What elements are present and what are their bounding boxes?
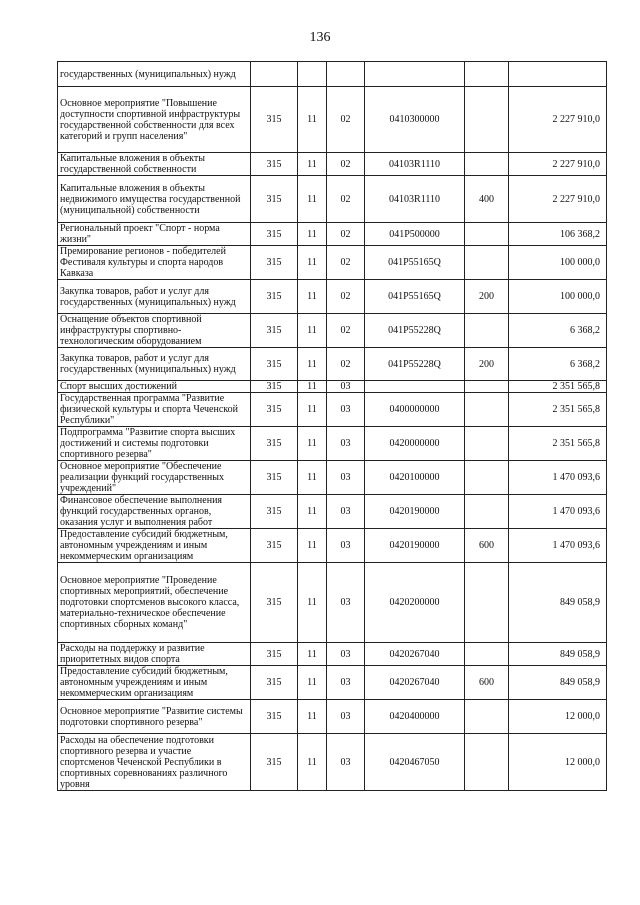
cell-sum: 100 000,0: [509, 280, 607, 314]
cell-pr: 02: [327, 246, 365, 280]
cell-ved: 315: [251, 393, 298, 427]
cell-vr: [465, 700, 509, 734]
table-row: [58, 563, 607, 643]
cell-ved: 315: [251, 176, 298, 223]
cell-name: Закупка товаров, работ и услуг для государственных (муниципальных) нужд: [58, 280, 251, 314]
cell-vr: [465, 734, 509, 791]
cell-name: Расходы на обеспечение подготовки спортивного резерва и участие спортсменов Чеченской Республики в спортивных соревнованиях различного уровня: [58, 734, 251, 791]
cell-name: Основное мероприятие "Развитие системы подготовки спортивного резерва": [58, 700, 251, 734]
cell-rz: 11: [298, 348, 327, 381]
cell-sum: 100 000,0: [509, 246, 607, 280]
cell-ved: 315: [251, 87, 298, 153]
cell-sum: 12 000,0: [509, 700, 607, 734]
cell-rz: [298, 62, 327, 87]
cell-rz: 11: [298, 734, 327, 791]
cell-ved: 315: [251, 563, 298, 643]
cell-sum: 6 368,2: [509, 348, 607, 381]
cell-ved: 315: [251, 461, 298, 495]
cell-csr: [365, 381, 465, 393]
cell-ved: 315: [251, 280, 298, 314]
cell-csr: 0420400000: [365, 700, 465, 734]
cell-csr: 0420190000: [365, 495, 465, 529]
cell-rz: 11: [298, 87, 327, 153]
cell-csr: 04103R1110: [365, 176, 465, 223]
cell-vr: 600: [465, 529, 509, 563]
cell-pr: 03: [327, 529, 365, 563]
cell-ved: 315: [251, 381, 298, 393]
cell-name: государственных (муниципальных) нужд: [58, 62, 251, 87]
cell-vr: [465, 427, 509, 461]
cell-ved: [251, 62, 298, 87]
cell-pr: 02: [327, 223, 365, 246]
cell-sum: 849 058,9: [509, 666, 607, 700]
cell-name: Оснащение объектов спортивной инфраструктуры спортивно-технологическим оборудованием: [58, 314, 251, 348]
cell-ved: 315: [251, 223, 298, 246]
cell-name: Капитальные вложения в объекты недвижимого имущества государственной (муниципальной) собственности: [58, 176, 251, 223]
cell-rz: 11: [298, 223, 327, 246]
cell-name: Капитальные вложения в объекты государственной собственности: [58, 153, 251, 176]
cell-rz: 11: [298, 176, 327, 223]
cell-pr: 02: [327, 153, 365, 176]
cell-csr: 041P500000: [365, 223, 465, 246]
cell-pr: 03: [327, 734, 365, 791]
cell-ved: 315: [251, 153, 298, 176]
table-body: [58, 62, 607, 791]
table-row: [58, 427, 607, 461]
cell-csr: 041P55165Q: [365, 280, 465, 314]
cell-vr: [465, 62, 509, 87]
cell-rz: 11: [298, 643, 327, 666]
cell-rz: 11: [298, 246, 327, 280]
cell-pr: 02: [327, 176, 365, 223]
cell-csr: 0420267040: [365, 643, 465, 666]
cell-name: Основное мероприятие "Проведение спортивных мероприятий, обеспечение подготовки спортсменов высокого класса, материально-техническое обеспечение спортивных сборных команд": [58, 563, 251, 643]
table-row: [58, 529, 607, 563]
cell-rz: 11: [298, 529, 327, 563]
cell-name: Расходы на поддержку и развитие приоритетных видов спорта: [58, 643, 251, 666]
cell-pr: 03: [327, 393, 365, 427]
cell-pr: 02: [327, 87, 365, 153]
cell-vr: 200: [465, 280, 509, 314]
cell-vr: [465, 563, 509, 643]
table-row: [58, 643, 607, 666]
cell-ved: 315: [251, 700, 298, 734]
cell-sum: 2 351 565,8: [509, 381, 607, 393]
cell-pr: 02: [327, 348, 365, 381]
cell-rz: 11: [298, 495, 327, 529]
cell-vr: [465, 314, 509, 348]
cell-ved: 315: [251, 314, 298, 348]
cell-csr: 041P55228Q: [365, 348, 465, 381]
cell-pr: 03: [327, 643, 365, 666]
cell-vr: [465, 246, 509, 280]
cell-pr: 03: [327, 427, 365, 461]
table-row: [58, 62, 607, 87]
cell-rz: 11: [298, 153, 327, 176]
cell-pr: 03: [327, 381, 365, 393]
cell-sum: 12 000,0: [509, 734, 607, 791]
cell-ved: 315: [251, 666, 298, 700]
cell-sum: 6 368,2: [509, 314, 607, 348]
cell-name: Финансовое обеспечение выполнения функций государственных органов, оказания услуг и выполнения работ: [58, 495, 251, 529]
cell-csr: 041P55228Q: [365, 314, 465, 348]
cell-rz: 11: [298, 280, 327, 314]
table-row: [58, 87, 607, 153]
cell-pr: 03: [327, 666, 365, 700]
cell-csr: [365, 62, 465, 87]
cell-rz: 11: [298, 700, 327, 734]
cell-name: Основное мероприятие "Повышение доступности спортивной инфраструктуры государственной собственности для всех категорий и групп населения": [58, 87, 251, 153]
budget-table: [57, 61, 607, 791]
cell-pr: 02: [327, 314, 365, 348]
cell-sum: 2 227 910,0: [509, 153, 607, 176]
cell-sum: [509, 62, 607, 87]
cell-sum: 1 470 093,6: [509, 461, 607, 495]
cell-csr: 0420190000: [365, 529, 465, 563]
table-row: [58, 246, 607, 280]
cell-ved: 315: [251, 348, 298, 381]
cell-vr: [465, 87, 509, 153]
cell-name: Государственная программа "Развитие физической культуры и спорта Чеченской Республики": [58, 393, 251, 427]
cell-pr: 03: [327, 563, 365, 643]
cell-csr: 0400000000: [365, 393, 465, 427]
cell-csr: 0420267040: [365, 666, 465, 700]
cell-rz: 11: [298, 314, 327, 348]
cell-csr: 0420200000: [365, 563, 465, 643]
cell-rz: 11: [298, 427, 327, 461]
cell-sum: 2 227 910,0: [509, 176, 607, 223]
cell-csr: 04103R1110: [365, 153, 465, 176]
cell-rz: 11: [298, 666, 327, 700]
table-row: [58, 461, 607, 495]
cell-vr: [465, 393, 509, 427]
cell-pr: 03: [327, 700, 365, 734]
cell-vr: [465, 495, 509, 529]
cell-vr: [465, 643, 509, 666]
cell-vr: [465, 153, 509, 176]
cell-ved: 315: [251, 495, 298, 529]
cell-name: Региональный проект "Спорт - норма жизни": [58, 223, 251, 246]
cell-ved: 315: [251, 734, 298, 791]
cell-rz: 11: [298, 381, 327, 393]
table-row: [58, 495, 607, 529]
cell-ved: 315: [251, 246, 298, 280]
cell-csr: 0420000000: [365, 427, 465, 461]
cell-pr: [327, 62, 365, 87]
cell-name: Спорт высших достижений: [58, 381, 251, 393]
cell-sum: 1 470 093,6: [509, 495, 607, 529]
cell-sum: 1 470 093,6: [509, 529, 607, 563]
cell-sum: 849 058,9: [509, 643, 607, 666]
cell-pr: 03: [327, 461, 365, 495]
cell-vr: 600: [465, 666, 509, 700]
cell-rz: 11: [298, 563, 327, 643]
table-row: [58, 734, 607, 791]
cell-ved: 315: [251, 529, 298, 563]
cell-ved: 315: [251, 427, 298, 461]
cell-vr: [465, 223, 509, 246]
cell-rz: 11: [298, 393, 327, 427]
table-row: [58, 393, 607, 427]
table-row: [58, 700, 607, 734]
cell-vr: [465, 461, 509, 495]
cell-sum: 2 351 565,8: [509, 427, 607, 461]
cell-sum: 849 058,9: [509, 563, 607, 643]
cell-rz: 11: [298, 461, 327, 495]
cell-vr: [465, 381, 509, 393]
cell-csr: 0420467050: [365, 734, 465, 791]
table-row: [58, 153, 607, 176]
cell-sum: 2 227 910,0: [509, 87, 607, 153]
cell-name: Закупка товаров, работ и услуг для государственных (муниципальных) нужд: [58, 348, 251, 381]
table-row: [58, 176, 607, 223]
table-row: [58, 381, 607, 393]
cell-vr: 400: [465, 176, 509, 223]
table-row: [58, 666, 607, 700]
cell-csr: 0420100000: [365, 461, 465, 495]
cell-name: Основное мероприятие "Обеспечение реализации функций государственных учреждений": [58, 461, 251, 495]
cell-sum: 2 351 565,8: [509, 393, 607, 427]
cell-vr: 200: [465, 348, 509, 381]
table-row: [58, 314, 607, 348]
cell-csr: 0410300000: [365, 87, 465, 153]
cell-sum: 106 368,2: [509, 223, 607, 246]
cell-name: Предоставление субсидий бюджетным, автономным учреждениям и иным некоммерческим организациям: [58, 529, 251, 563]
cell-pr: 03: [327, 495, 365, 529]
page-number: 136: [309, 30, 331, 45]
table-row: [58, 223, 607, 246]
table-row: [58, 348, 607, 381]
cell-ved: 315: [251, 643, 298, 666]
table-row: [58, 280, 607, 314]
cell-name: Предоставление субсидий бюджетным, автономным учреждениям и иным некоммерческим организациям: [58, 666, 251, 700]
cell-name: Подпрограмма "Развитие спорта высших достижений и системы подготовки спортивного резерва": [58, 427, 251, 461]
cell-pr: 02: [327, 280, 365, 314]
cell-name: Премирование регионов - победителей Фестиваля культуры и спорта народов Кавказа: [58, 246, 251, 280]
cell-csr: 041P55165Q: [365, 246, 465, 280]
